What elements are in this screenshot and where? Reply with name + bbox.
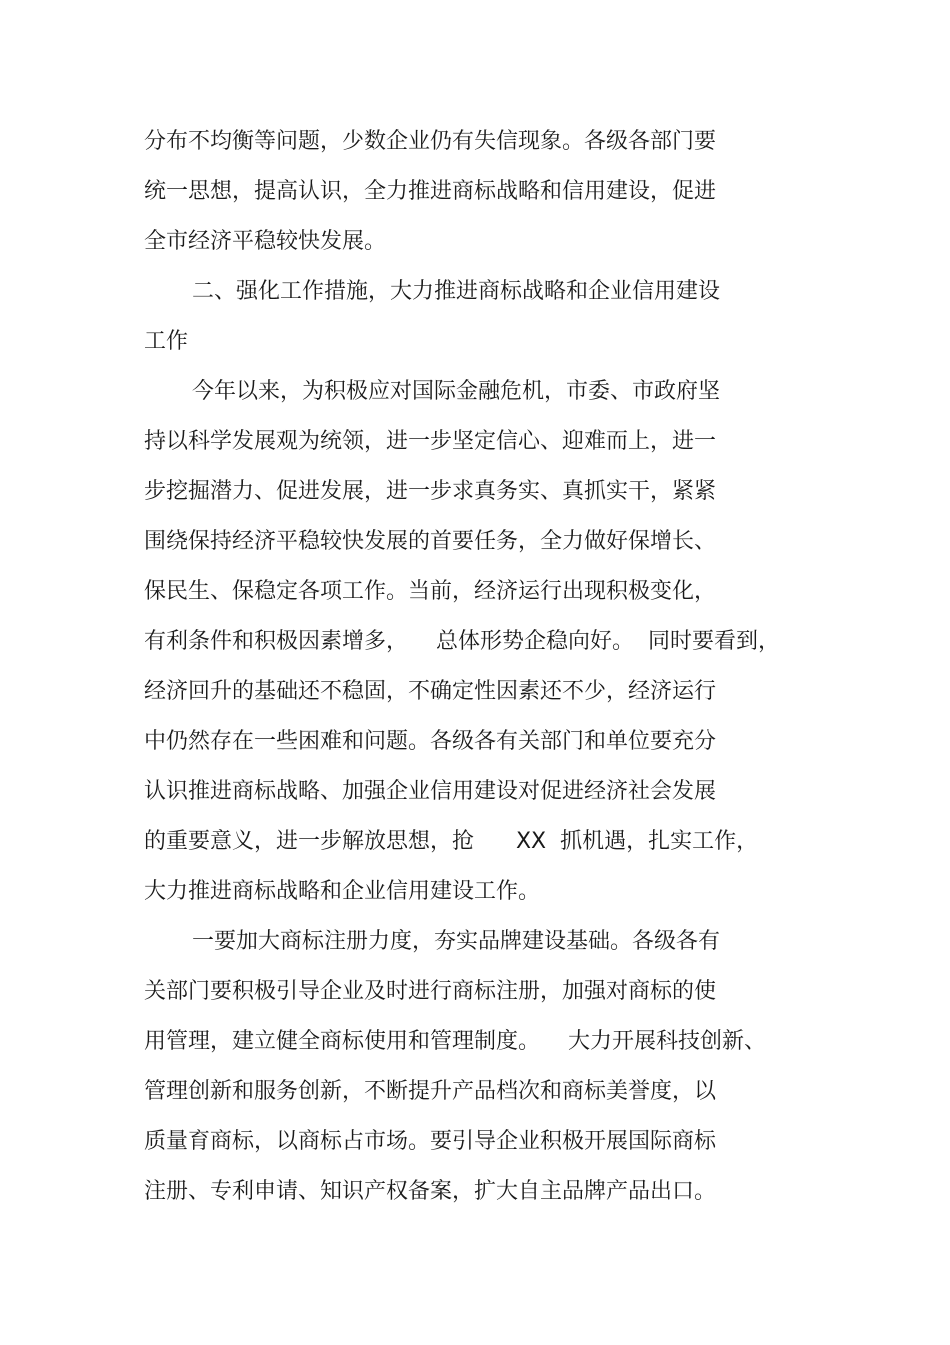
text-line: 管理创新和服务创新，不断提升产品档次和商标美誉度，以	[144, 1079, 717, 1104]
text-line: 质量育商标，以商标占市场。要引导企业积极开展国际商标	[144, 1129, 717, 1154]
paragraph-start: 今年以来，为积极应对国际金融危机，市委、市政府坚	[192, 379, 721, 404]
text-line: 步挖掘潜力、促进发展，进一步求真务实、真抓实干，紧紧	[144, 479, 717, 504]
text-line: 统一思想，提高认识，全力推进商标战略和信用建设，促进	[144, 179, 717, 204]
section-heading-continued: 工作	[144, 329, 189, 354]
text-line: 中仍然存在一些困难和问题。各级各有关部门和单位要充分	[144, 729, 717, 754]
text-line: 注册、专利申请、知识产权备案，扩大自主品牌产品出口。	[144, 1179, 717, 1204]
text-line: 围绕保持经济平稳较快发展的首要任务，全力做好保增长、	[144, 529, 717, 554]
text-line: 经济回升的基础还不稳固，不确定性因素还不少，经济运行	[144, 679, 717, 704]
text-line: 全市经济平稳较快发展。	[144, 229, 387, 254]
text-line: 分布不均衡等问题，少数企业仍有失信现象。各级各部门要	[144, 129, 717, 154]
text-line: 用管理，建立健全商标使用和管理制度。 大力开展科技创新、	[144, 1029, 766, 1054]
text-line: 持以科学发展观为统领，进一步坚定信心、迎难而上，进一	[144, 429, 717, 454]
text-line: 关部门要积极引导企业及时进行商标注册，加强对商标的使	[144, 979, 717, 1004]
text-line: 认识推进商标战略、加强企业信用建设对促进经济社会发展	[144, 779, 717, 804]
text-line: 的重要意义，进一步解放思想，抢 XX 抓机遇，扎实工作，	[144, 829, 759, 854]
section-heading: 二、强化工作措施，大力推进商标战略和企业信用建设	[192, 279, 721, 304]
text-line: 保民生、保稳定各项工作。当前，经济运行出现积极变化，	[144, 579, 717, 604]
paragraph-start: 一要加大商标注册力度，夯实品牌建设基础。各级各有	[192, 929, 721, 954]
text-line: 有利条件和积极因素增多， 总体形势企稳向好。 同时要看到，	[144, 629, 780, 654]
text-line: 大力推进商标战略和企业信用建设工作。	[144, 879, 541, 904]
